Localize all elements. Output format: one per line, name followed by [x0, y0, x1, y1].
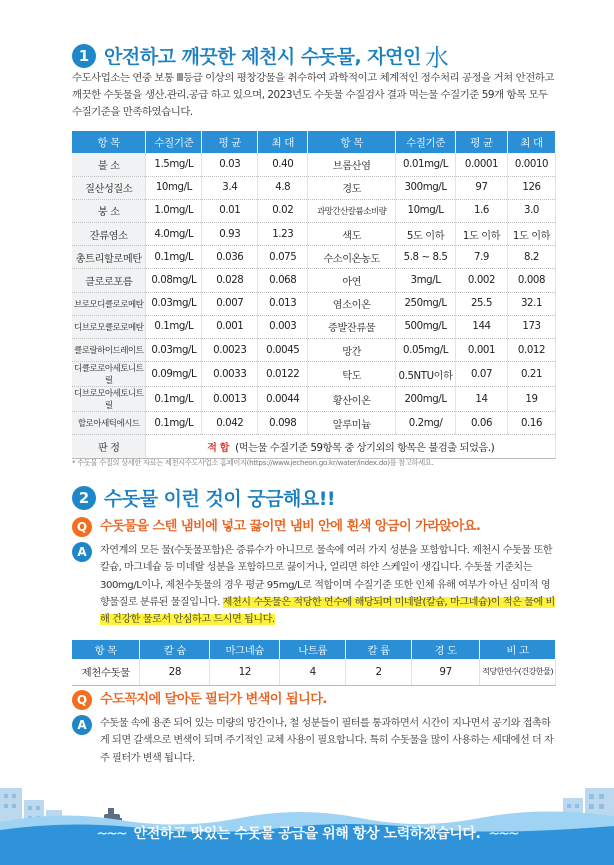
- quality-cell: 0.036: [202, 246, 258, 269]
- quality-cell: 0.0045: [258, 339, 308, 362]
- quality-item-name: 염소이온: [308, 292, 396, 315]
- quality-cell: 0.05mg/L: [396, 339, 456, 362]
- quality-cell: 0.1mg/L: [146, 387, 202, 412]
- section1-accent: 水: [424, 44, 449, 72]
- quality-cell: 14: [456, 387, 508, 412]
- quality-cell: 1도 이하: [507, 223, 555, 246]
- header-item: 항 목: [308, 131, 396, 153]
- wave-decoration-right: ~~~: [488, 826, 518, 842]
- quality-cell: 0.09mg/L: [146, 362, 202, 387]
- quality-cell: 0.0013: [202, 387, 258, 412]
- quality-cell: 200mg/L: [396, 387, 456, 412]
- quality-row: [72, 246, 556, 269]
- quality-cell: 500mg/L: [396, 315, 456, 338]
- quality-cell: 3.0: [507, 199, 555, 222]
- quality-cell: 1.23: [258, 223, 308, 246]
- mineral-header: 칼 륨: [346, 640, 412, 659]
- mineral-table: [72, 640, 556, 686]
- quality-item-name: 탁도: [308, 362, 396, 387]
- quality-row: [72, 199, 556, 222]
- quality-cell: 1도 이하: [456, 223, 508, 246]
- header-standard: 수질기준: [146, 131, 202, 153]
- quality-cell: 0.013: [258, 292, 308, 315]
- quality-item-name: 브롬산염: [308, 153, 396, 176]
- quality-item-name: 디브로모아세토니트릴: [72, 387, 146, 412]
- quality-item-name: 과망간산칼륨소비량: [308, 199, 396, 222]
- mineral-header-row: [72, 640, 556, 659]
- quality-item-name: 아연: [308, 269, 396, 292]
- quality-item-name: 클로로포름: [72, 269, 146, 292]
- quality-cell: 0.2mg/: [396, 412, 456, 435]
- quality-item-name: 불 소: [72, 153, 146, 176]
- quality-item-name: 디브로모클로로메탄: [72, 315, 146, 338]
- section1-intro: 수도사업소는 연중 보통 Ⅲ등급 이상의 평창강물을 취수하여 과학적이고 체계적인 정수처리 공정을 거쳐 안전하고 깨끗한 수돗물을 생산.관리.공급 하고 있으며, 2023년도 수돗물 수질검사 결과 먹는물 수질기준 59개 항목 모두 수질기준을 만족하였습니다.: [72, 72, 554, 118]
- quality-cell: 0.0001: [456, 153, 508, 176]
- verdict-label: 판 정: [72, 435, 146, 459]
- quality-cell: 0.1mg/L: [146, 246, 202, 269]
- quality-cell: 0.1mg/L: [146, 315, 202, 338]
- wave-decoration-left: ~~~: [96, 826, 126, 842]
- quality-cell: 97: [456, 176, 508, 199]
- quality-cell: 0.01: [202, 199, 258, 222]
- question1: [72, 517, 480, 537]
- footer-slogan: 안전하고 맛있는 수돗물 공급을 위해 항상 노력하겠습니다.: [133, 826, 481, 842]
- quality-cell: 7.9: [456, 246, 508, 269]
- section1-heading: [72, 38, 449, 73]
- quality-cell: 10mg/L: [396, 199, 456, 222]
- quality-cell: 3.4: [202, 176, 258, 199]
- quality-item-name: 알루미늄: [308, 412, 396, 435]
- answer1-highlight: 제천시 수돗물은 적당한 연수에 해당되며 미네랄(칼슘, 마그네슘)이 적은 물에 비해 건강한 물로서 안심하고 드시면 됩니다.: [100, 596, 555, 626]
- quality-cell: 0.028: [202, 269, 258, 292]
- quality-cell: 144: [456, 315, 508, 338]
- quality-row: [72, 269, 556, 292]
- quality-item-name: 디클로로아세토니트릴: [72, 362, 146, 387]
- quality-cell: 0.068: [258, 269, 308, 292]
- mineral-header: 항 목: [72, 640, 140, 659]
- header-standard: 수질기준: [396, 131, 456, 153]
- quality-cell: 0.042: [202, 412, 258, 435]
- quality-cell: 0.012: [507, 339, 555, 362]
- mineral-header: 칼 슘: [140, 640, 210, 659]
- mineral-header: 마그네슘: [210, 640, 280, 659]
- quality-cell: 5도 이하: [396, 223, 456, 246]
- header-item: 항 목: [72, 131, 146, 153]
- q-badge: Q: [72, 517, 92, 537]
- quality-row: [72, 153, 556, 176]
- quality-cell: 8.2: [507, 246, 555, 269]
- mineral-cell: 4: [280, 659, 346, 685]
- section2-heading: [72, 484, 335, 511]
- mineral-header: 나트륨: [280, 640, 346, 659]
- mineral-cell: 97: [412, 659, 480, 685]
- mineral-cell: 12: [210, 659, 280, 685]
- quality-cell: 0.03: [202, 153, 258, 176]
- quality-cell: 1.6: [456, 199, 508, 222]
- quality-row: [72, 362, 556, 387]
- quality-cell: 0.0044: [258, 387, 308, 412]
- a-badge: A: [72, 715, 92, 735]
- quality-item-name: 잔류염소: [72, 223, 146, 246]
- quality-cell: 1.0mg/L: [146, 199, 202, 222]
- quality-cell: 0.40: [258, 153, 308, 176]
- quality-cell: 0.16: [507, 412, 555, 435]
- quality-cell: 0.008: [507, 269, 555, 292]
- quality-cell: 4.8: [258, 176, 308, 199]
- verdict-result: 적 합: [207, 443, 230, 455]
- quality-item-name: 경도: [308, 176, 396, 199]
- quality-cell: 5.8 ~ 8.5: [396, 246, 456, 269]
- quality-cell: 0.003: [258, 315, 308, 338]
- quality-row: [72, 339, 556, 362]
- question1-text: 수돗물을 스텐 냄비에 넣고 끓이면 냄비 안에 흰색 앙금이 가라앉아요.: [100, 519, 481, 534]
- water-quality-table: [72, 131, 556, 459]
- verdict-row: [72, 435, 556, 459]
- quality-row: [72, 176, 556, 199]
- mineral-row: [72, 659, 556, 685]
- quality-item-name: 망간: [308, 339, 396, 362]
- quality-row: [72, 315, 556, 338]
- quality-item-name: 수소이온농도: [308, 246, 396, 269]
- quality-cell: 4.0mg/L: [146, 223, 202, 246]
- quality-cell: 0.002: [456, 269, 508, 292]
- answer1: [72, 542, 555, 628]
- mineral-header: 경 도: [412, 640, 480, 659]
- quality-cell: 0.03mg/L: [146, 339, 202, 362]
- quality-cell: 25.5: [456, 292, 508, 315]
- quality-cell: 0.0033: [202, 362, 258, 387]
- quality-header-row: [72, 131, 556, 153]
- mineral-header: 비 고: [480, 640, 556, 659]
- quality-item-name: 붕 소: [72, 199, 146, 222]
- quality-row: [72, 292, 556, 315]
- answer2: [72, 715, 555, 767]
- section1-number: 1: [72, 44, 96, 68]
- quality-cell: 0.098: [258, 412, 308, 435]
- answer1-plain: 자연계의 모든 물(수돗물포함)은 증류수가 아니므로 물속에 여러 가지 성분을 포함합니다. 제천시 수돗물 또한 칼슘, 마그네슘 등 미네랄 성분을 포함하므로 끓이거나, 얼리면 하얀 스케일이 생깁니다. 수돗물 기준치는 300mg/L이나, 제천수돗물의 경우 평균 95mg/L로 적합이며 수질기준 또한 인체 유해 여부가 아닌 심미적 영향물질로 분류된 물질입니다.: [100, 545, 553, 608]
- header-max: 최 대: [507, 131, 555, 153]
- quality-row: [72, 223, 556, 246]
- quality-cell: 0.01mg/L: [396, 153, 456, 176]
- quality-item-name: 브로모디클로로메탄: [72, 292, 146, 315]
- q-badge: Q: [72, 690, 92, 710]
- question2: [72, 690, 327, 710]
- answer1-text: [100, 542, 555, 628]
- verdict-cell: [146, 435, 556, 459]
- quality-cell: 0.02: [258, 199, 308, 222]
- answer2-text: 수돗물 속에 용존 되어 있는 미량의 망간이나, 철 성분들이 필터를 통과하면서 시간이 지나면서 공기와 접촉하게 되면 갈색으로 변색이 되며 주기적인 교체 사용이 필요합니다. 특히 수돗물을 많이 사용하는 세대에선 더 자주 필터가 변색 됩니다.: [100, 718, 554, 764]
- section2-number: 2: [72, 486, 96, 510]
- section2-title: 수돗물 이런 것이 궁금해요!!: [104, 488, 336, 510]
- quality-cell: 0.0023: [202, 339, 258, 362]
- mineral-cell: 28: [140, 659, 210, 685]
- quality-cell: 0.075: [258, 246, 308, 269]
- quality-item-name: 클로랄하이드레이트: [72, 339, 146, 362]
- quality-cell: 0.21: [507, 362, 555, 387]
- header-max: 최 대: [258, 131, 308, 153]
- quality-item-name: 할로아세틱에시드: [72, 412, 146, 435]
- quality-cell: 0.5NTU이하: [396, 362, 456, 387]
- quality-cell: 10mg/L: [146, 176, 202, 199]
- quality-cell: 0.007: [202, 292, 258, 315]
- quality-item-name: 증발잔류물: [308, 315, 396, 338]
- quality-cell: 0.08mg/L: [146, 269, 202, 292]
- quality-cell: 0.001: [202, 315, 258, 338]
- quality-cell: 173: [507, 315, 555, 338]
- quality-cell: 0.07: [456, 362, 508, 387]
- quality-cell: 32.1: [507, 292, 555, 315]
- quality-item-name: 질산성질소: [72, 176, 146, 199]
- mineral-cell: 2: [346, 659, 412, 685]
- quality-cell: 126: [507, 176, 555, 199]
- quality-cell: 0.001: [456, 339, 508, 362]
- quality-cell: 0.0122: [258, 362, 308, 387]
- header-average: 평 균: [202, 131, 258, 153]
- quality-cell: 0.1mg/L: [146, 412, 202, 435]
- quality-item-name: 색도: [308, 223, 396, 246]
- mineral-cell: 적당한연수(건강한물): [480, 659, 556, 685]
- quality-item-name: 총트리할로메탄: [72, 246, 146, 269]
- data-source-note: * 수돗물 수질의 상세한 자료는 제천시수도사업소 홈페이지(https://www.jecheon.go.kr/water/index.do)를 참고하세요.: [72, 458, 434, 467]
- quality-cell: 300mg/L: [396, 176, 456, 199]
- section1-title: 안전하고 깨끗한 제천시 수돗물, 자연인: [104, 46, 421, 68]
- quality-cell: 250mg/L: [396, 292, 456, 315]
- a-badge: A: [72, 542, 92, 562]
- footer-slogan-banner: [0, 823, 614, 843]
- verdict-note: (먹는물 수질기준 59항목 중 상기외의 항목은 불검출 되었음.): [235, 443, 495, 455]
- quality-cell: 0.03mg/L: [146, 292, 202, 315]
- header-average: 평 균: [456, 131, 508, 153]
- quality-item-name: 황산이온: [308, 387, 396, 412]
- quality-row: [72, 412, 556, 435]
- quality-cell: 0.93: [202, 223, 258, 246]
- quality-cell: 0.06: [456, 412, 508, 435]
- quality-row: [72, 387, 556, 412]
- quality-cell: 1.5mg/L: [146, 153, 202, 176]
- quality-cell: 0.0010: [507, 153, 555, 176]
- quality-cell: 19: [507, 387, 555, 412]
- mineral-cell: 제천수돗물: [72, 659, 140, 685]
- quality-cell: 3mg/L: [396, 269, 456, 292]
- question2-text: 수도꼭지에 달아둔 필터가 변색이 됩니다.: [100, 692, 327, 707]
